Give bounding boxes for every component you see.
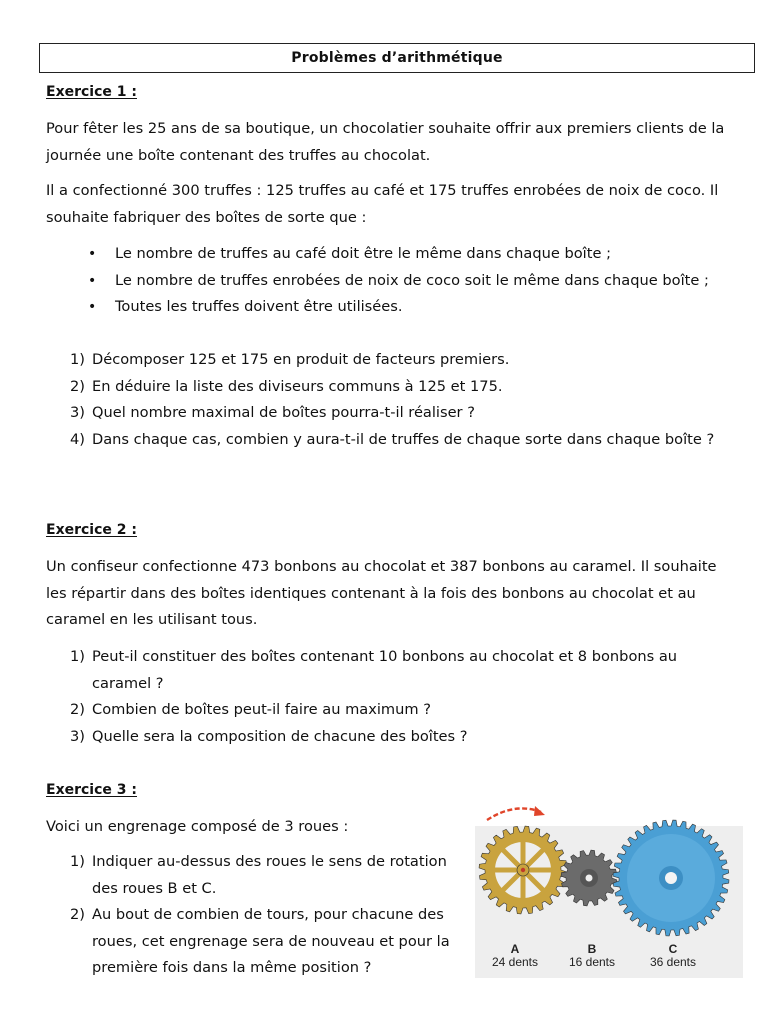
question-number: 3) [70,404,85,421]
question-number: 1) [70,648,85,665]
condition-item: • Toutes les truffes doivent être utilisées. [88,294,728,321]
question-item [70,400,730,427]
exercise-3-questions [70,849,455,982]
question-text: Indiquer au-dessus des roues le sens de rotation des roues B et C. [92,853,447,897]
question-item [70,902,455,982]
question-number: 1) [70,853,85,870]
question-text: Décomposer 125 et 175 en produit de facteurs premiers. [92,351,510,368]
question-item [70,427,730,454]
question-text: Combien de boîtes peut-il faire au maximum ? [92,701,431,718]
gear-axle [665,872,677,884]
question-number: 2) [70,701,85,718]
question-text: Quel nombre maximal de boîtes pourra-t-il réaliser ? [92,404,475,421]
question-text: Peut-il constituer des boîtes contenant 10 bonbons au chocolat et 8 bonbons au caramel ? [92,648,678,692]
gear-train-figure [475,798,743,978]
exercise-3-intro: Voici un engrenage composé de 3 roues : [46,818,349,835]
question-item [70,347,730,374]
exercise-1-heading: Exercice 1 : [46,84,137,100]
gear-c-icon [613,820,729,936]
question-item [70,697,730,724]
question-text: Au bout de combien de tours, pour chacune des roues, cet engrenage sera de nouveau et pour la première fois dans la même position ? [92,906,450,976]
gear-c-teeth: 36 dents [649,955,697,969]
question-text: En déduire la liste des diviseurs communs à 125 et 175. [92,377,503,395]
question-item [70,374,730,401]
question-number: 1) [70,351,85,368]
arrowhead-icon [534,806,545,816]
question-number: 3) [70,727,85,745]
exercise-1-questions [70,347,730,453]
question-number: 4) [70,430,85,448]
gear-axle [586,875,593,882]
exercise-2-heading: Exercice 2 : [46,522,137,538]
exercise-1-context: Il a confectionné 300 truffes : 125 truffes au café et 175 truffes enrobées de noix de coco. Il souhaite fabriquer des boîtes de sorte que : [46,182,719,226]
gear-b-letter: B [587,942,597,956]
page-title: Problèmes d’arithmétique [39,43,755,73]
gear-a-letter: A [510,942,520,956]
question-item [70,849,455,902]
question-number: 2) [70,906,85,923]
gear-c-letter: C [668,942,678,956]
rotation-arrow-icon [487,808,541,820]
question-text: Dans chaque cas, combien y aura-t-il de truffes de chaque sorte dans chaque boîte ? [92,430,715,448]
exercise-3-heading: Exercice 3 : [46,782,137,798]
question-item [70,724,730,751]
gear-axle [521,868,525,872]
exercise-2-intro: Un confiseur confectionne 473 bonbons au chocolat et 387 bonbons au caramel. Il souhaite les répartir dans des boîtes identiques contenant à la fois des bonbons au chocolat et au caramel en les utilisant tous. [46,558,717,628]
gear-a-teeth: 24 dents [491,955,539,969]
exercise-1-conditions [88,241,728,321]
question-number: 2) [70,377,85,395]
condition-item: • Le nombre de truffes au café doit être le même dans chaque boîte ; [88,241,728,268]
condition-item: • Le nombre de truffes enrobées de noix de coco soit le même dans chaque boîte ; [88,268,728,295]
question-item [70,644,730,697]
exercise-1-intro: Pour fêter les 25 ans de sa boutique, un chocolatier souhaite offrir aux premiers clients de la journée une boîte contenant des truffes au chocolat. [46,120,725,164]
gear-b-teeth: 16 dents [568,955,616,969]
exercise-2-questions [70,644,730,750]
question-text: Quelle sera la composition de chacune des boîtes ? [92,727,468,745]
